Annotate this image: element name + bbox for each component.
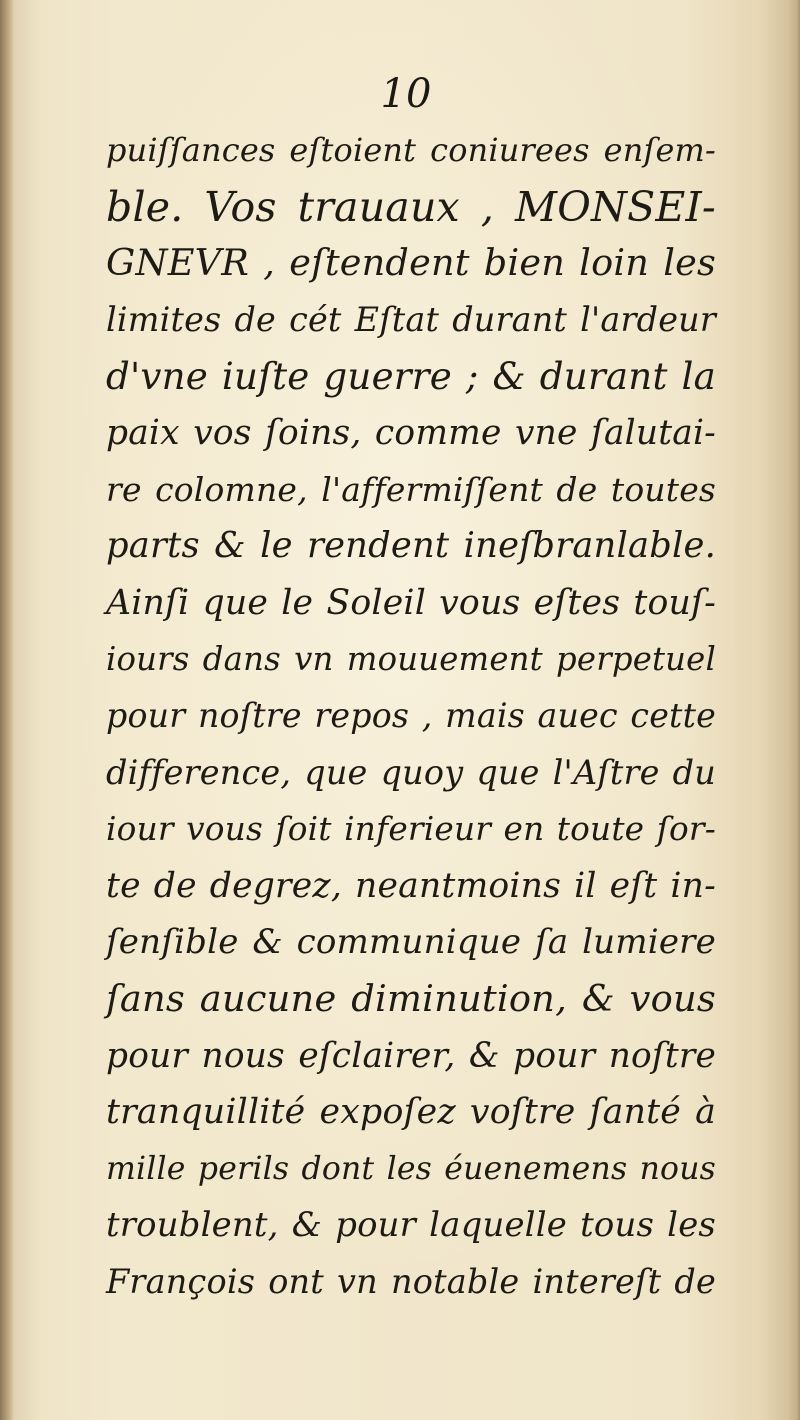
text-line: ſans aucune diminution, & vous — [106, 976, 716, 1020]
text-line: limites de cét Eſtat durant l'ardeur — [106, 299, 716, 339]
text-line: iour vous ſoit inferieur en toute ſor- — [106, 810, 716, 849]
text-line: François ont vn notable intereſt de — [106, 1261, 716, 1301]
text-line: d'vne iuſte guerre ; & durant la — [106, 354, 716, 399]
text-line: pour noſtre repos , mais auec cette — [106, 695, 716, 735]
text-line: troublent, & pour laquelle tous les — [106, 1205, 716, 1245]
text-line: re colomne, l'affermiſſent de toutes — [106, 469, 716, 509]
text-line: puiſſances eſtoient coniurees enſem- — [106, 131, 716, 169]
gutter-shadow — [0, 0, 14, 1420]
text-line: iours dans vn mouuement perpetuel — [106, 640, 716, 679]
page-edge — [788, 0, 800, 1420]
text-line: te de degrez, neantmoins il eſt in- — [106, 865, 716, 906]
text-line: mille perils dont les éuenemens nous — [106, 1150, 716, 1187]
text-line: Ainſi que le Soleil vous eſtes touſ- — [106, 582, 716, 623]
body-text — [106, 122, 716, 1310]
text-line: paix vos ſoins, comme vne ſalutai- — [106, 412, 716, 453]
text-line: parts & le rendent ineſbranlable. — [106, 525, 716, 567]
text-line: tranquillité expoſez voſtre ſanté à — [106, 1092, 716, 1133]
page-number: 10 — [380, 71, 432, 117]
text-line: ble. Vos trauaux , MONSEI- — [106, 182, 716, 231]
text-line: GNEVR , eſtendent bien loin les — [106, 241, 716, 285]
text-line: difference, que quoy que l'Aſtre du — [106, 752, 716, 792]
text-line: pour nous eſclairer, & pour noſtre — [106, 1035, 716, 1076]
text-line: ſenſible & communique ſa lumiere — [106, 922, 716, 963]
